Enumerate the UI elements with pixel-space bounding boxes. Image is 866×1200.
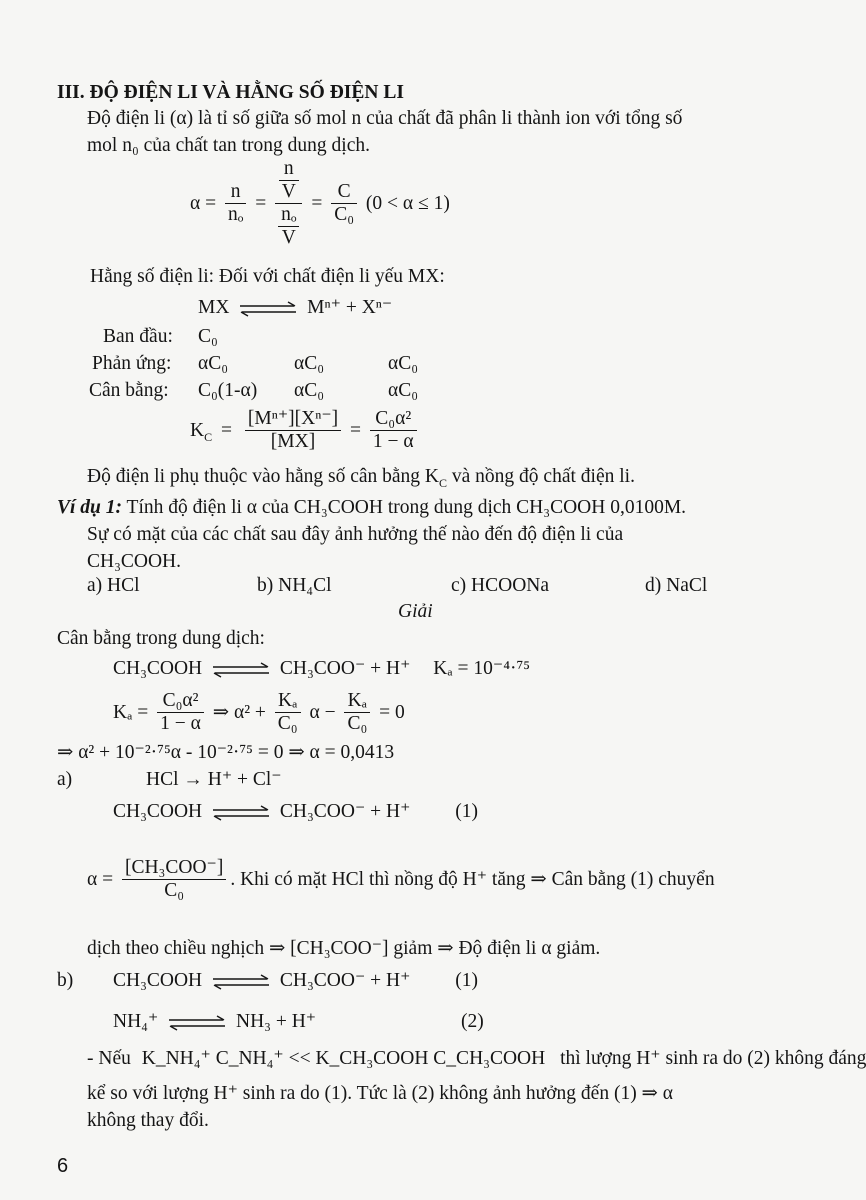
inner-fraction-top <box>279 158 299 203</box>
part-b-label: b) <box>57 970 74 991</box>
alpha-range: (0 < α ≤ 1) <box>365 192 450 214</box>
kc-subscript: C <box>204 429 213 444</box>
frac-den: C₀ <box>334 204 355 225</box>
frac-den: 1 − α <box>372 431 414 452</box>
part-a-text2: dịch theo chiều nghịch ⇒ [CH₃COO⁻] giảm ⇒ Độ điện li α giảm. <box>87 938 601 959</box>
frac-den: C₀ <box>277 713 298 734</box>
inner-num: n <box>279 158 299 181</box>
eq-right: Mⁿ⁺ + Xⁿ⁻ <box>307 297 393 318</box>
equals-sign: = <box>350 419 361 441</box>
frac-num: Kₐ <box>344 690 370 713</box>
eq-number: (1) <box>455 801 478 822</box>
compound-numerator <box>275 158 302 204</box>
equilibrium-intro: Cân bằng trong dung dịch: <box>57 628 265 649</box>
alpha-eq: α = <box>87 868 114 890</box>
eq-number: (1) <box>455 970 478 991</box>
ka-lhs: Kₐ = <box>113 701 149 723</box>
compound-denominator <box>275 204 302 249</box>
equilibrium-arrow-icon <box>211 662 271 678</box>
eq-left: NH₄⁺ <box>113 1011 159 1032</box>
inner-den: V <box>281 181 296 202</box>
ka-fraction <box>157 690 204 735</box>
kc-lhs <box>190 419 212 443</box>
intro-line-2: mol n₀ của chất tan trong dung dịch. <box>87 135 370 156</box>
row-value: αC₀ <box>294 380 325 401</box>
part-b-eq2 <box>113 1010 484 1034</box>
part-a-equilibrium <box>113 800 478 824</box>
ka-mid2: α − <box>309 701 336 723</box>
inner-den: V <box>281 227 296 248</box>
equals-sign: = <box>311 192 323 214</box>
row-value: αC₀ <box>294 353 325 374</box>
part-a-fraction-line <box>87 857 715 902</box>
fraction-C-over-C0 <box>331 181 357 226</box>
part-b-condition <box>87 1047 866 1071</box>
eq-number: (2) <box>460 1011 484 1032</box>
part-b-eq1 <box>113 969 478 993</box>
solution-label: Giải <box>398 601 433 622</box>
equilibrium-arrow-icon <box>211 805 271 821</box>
example-label: Ví dụ 1: <box>57 497 123 518</box>
row-value: αC₀ <box>388 353 419 374</box>
row-can-bang <box>89 379 418 403</box>
frac-den: 1 − α <box>160 713 201 734</box>
part-b-line3: không thay đổi. <box>87 1110 209 1131</box>
frac-num: n <box>225 181 246 204</box>
row-ban-dau <box>103 325 288 349</box>
inner-num: nₒ <box>278 204 299 227</box>
alpha-formula <box>190 158 450 258</box>
option-b: b) NH₄Cl <box>257 575 332 596</box>
eq-right: CH₃COO⁻ + H⁺ <box>279 658 411 679</box>
constant-intro: Hằng số điện li: Đối với chất điện li yếu MX: <box>90 266 445 287</box>
frac-num: C <box>331 181 357 204</box>
row-value: αC₀ <box>388 380 419 401</box>
cond-suffix: thì lượng H⁺ sinh ra do (2) không đáng <box>560 1048 866 1069</box>
frac-num: [CH₃COO⁻] <box>122 857 226 880</box>
row-value: C₀(1-α) <box>198 380 258 401</box>
row-label: Ban đầu: <box>103 326 173 347</box>
intro-line-1: Độ điện li (α) là tỉ số giữa số mol n của chất đã phân li thành ion với tổng số <box>87 108 683 129</box>
hcl-dissociation: HCl → H⁺ + Cl⁻ <box>146 769 282 790</box>
row-value: αC₀ <box>198 353 229 374</box>
equals-sign: = <box>255 192 267 214</box>
eq-left: CH₃COOH <box>113 970 203 991</box>
frac-den: C₀ <box>164 880 185 901</box>
kc-formula <box>190 408 421 453</box>
kc-fraction <box>245 408 341 453</box>
row-label: Cân bằng: <box>89 380 169 401</box>
ka-over-c0-fraction-2 <box>344 690 370 735</box>
eq-right: CH₃COO⁻ + H⁺ <box>279 970 411 991</box>
part-a-label: a) <box>57 769 73 790</box>
frac-num: [Mⁿ⁺][Xⁿ⁻] <box>245 408 341 431</box>
frac-num: C₀α² <box>370 408 417 431</box>
result-line: ⇒ α² + 10⁻²·⁷⁵α - 10⁻²·⁷⁵ = 0 ⇒ α = 0,0413 <box>57 742 395 763</box>
option-d: d) NaCl <box>645 575 708 596</box>
ka-mid: ⇒ α² + <box>212 701 266 723</box>
frac-den: C₀ <box>347 713 368 734</box>
dependence-text: Độ điện li phụ thuộc vào hằng số cân bằng K <box>87 466 440 487</box>
option-c: c) HCOONa <box>451 575 550 596</box>
example-line-2: Sự có mặt của các chất sau đây ảnh hưởng thế nào đến độ điện li của <box>87 524 624 545</box>
kc-fraction-2 <box>370 408 417 453</box>
kc-symbol: K <box>190 419 205 441</box>
eq-left: CH₃COOH <box>113 801 203 822</box>
equilibrium-arrow-icon <box>211 974 271 990</box>
dependence-line <box>87 465 635 489</box>
equilibrium-arrow-icon <box>167 1015 227 1031</box>
part-a-text1: . Khi có mặt HCl thì nồng độ H⁺ tăng ⇒ Cân bằng (1) chuyển <box>230 868 715 890</box>
dependence-sub: C <box>439 475 448 490</box>
eq-right: NH₃ + H⁺ <box>236 1011 317 1032</box>
section-heading: III. ĐỘ ĐIỆN LI VÀ HẰNG SỐ ĐIỆN LI <box>57 82 404 103</box>
equals-sign: = <box>220 419 232 441</box>
frac-den: [MX] <box>270 431 316 452</box>
option-a: a) HCl <box>87 575 140 596</box>
dependence-end: và nồng độ chất điện li. <box>447 466 635 487</box>
eq-left: CH₃COOH <box>113 658 203 679</box>
example-line-3: CH₃COOH. <box>87 551 182 572</box>
frac-num: C₀α² <box>157 690 204 713</box>
page-number: 6 <box>57 1155 69 1177</box>
alpha-lhs: α = <box>190 192 217 214</box>
ka-end: = 0 <box>379 701 405 723</box>
fraction-n-over-n0 <box>225 181 246 226</box>
eq-left: MX <box>198 297 230 318</box>
row-phan-ung <box>92 352 418 376</box>
inner-fraction-bottom <box>278 204 299 249</box>
frac-num: Kₐ <box>275 690 301 713</box>
eq-right: CH₃COO⁻ + H⁺ <box>279 801 411 822</box>
fraction-nV-over-n0V <box>275 158 302 249</box>
example-text: Tính độ điện li α của CH₃COOH trong dung dịch CH₃COOH 0,0100M. <box>122 497 687 518</box>
cond-prefix: - Nếu <box>87 1048 131 1069</box>
cond-expression: K_NH₄⁺ C_NH₄⁺ << K_CH₃COOH C_CH₃COOH <box>141 1048 546 1069</box>
bleed-through-text <box>120 200 124 222</box>
acid-equilibrium <box>113 657 530 681</box>
row-value: C₀ <box>198 326 218 347</box>
frac-den: nₒ <box>227 204 244 225</box>
ka-equation <box>113 690 405 735</box>
ka-over-c0-fraction <box>275 690 301 735</box>
example-line-1 <box>57 496 686 520</box>
ch3coo-fraction <box>122 857 226 902</box>
ka-value: Kₐ = 10⁻⁴·⁷⁵ <box>433 658 531 679</box>
equilibrium-arrow-icon <box>238 301 298 317</box>
mx-equilibrium <box>198 296 392 320</box>
row-label: Phản ứng: <box>92 353 172 374</box>
part-b-line2: kể so với lượng H⁺ sinh ra do (1). Tức là (2) không ảnh hưởng đến (1) ⇒ α <box>87 1083 673 1104</box>
